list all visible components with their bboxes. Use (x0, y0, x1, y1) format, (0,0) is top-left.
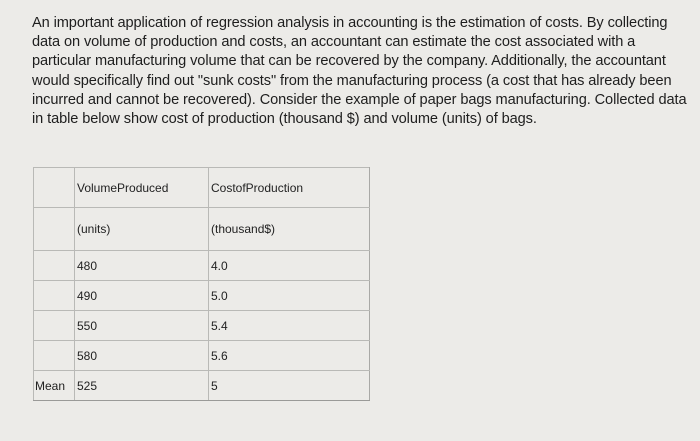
volume-cell: 550 (75, 311, 209, 341)
problem-paragraph: An important application of regression analysis in accounting is the estimation of costs. By collecting data on volume of production and costs, an accountant can estimate the cost associated with a particular manufacturing volume that can be recovered by the company. Additionally, the accountant would specifically find out "sunk costs" from the manufacturing process (a cost that has already been incurred and cannot be recovered). Consider the example of paper bags manufacturing. Collected data in table below show cost of production (thousand $) and volume (units) of bags. (32, 15, 687, 128)
empty-cell (34, 311, 75, 341)
empty-cell (34, 208, 75, 251)
volume-cell: 480 (75, 251, 209, 281)
volume-cell: 490 (75, 281, 209, 311)
table-mean-row (34, 371, 370, 401)
empty-cell (34, 251, 75, 281)
cost-cell: 4.0 (209, 251, 370, 281)
empty-cell (34, 281, 75, 311)
volume-cell: 580 (75, 341, 209, 371)
table-row (34, 311, 370, 341)
volume-units: (units) (75, 208, 209, 251)
cost-header: CostofProduction (209, 168, 370, 208)
cost-units: (thousand$) (209, 208, 370, 251)
table-row (34, 341, 370, 371)
cost-cell: 5.6 (209, 341, 370, 371)
cost-cell: 5.0 (209, 281, 370, 311)
mean-cost: 5 (209, 371, 370, 401)
cost-volume-table (33, 167, 370, 401)
mean-volume: 525 (75, 371, 209, 401)
table-header-row (34, 168, 370, 208)
table-row (34, 251, 370, 281)
empty-cell (34, 168, 75, 208)
volume-header: VolumeProduced (75, 168, 209, 208)
table-units-row (34, 208, 370, 251)
mean-label: Mean (34, 371, 75, 401)
table-row (34, 281, 370, 311)
cost-cell: 5.4 (209, 311, 370, 341)
empty-cell (34, 341, 75, 371)
